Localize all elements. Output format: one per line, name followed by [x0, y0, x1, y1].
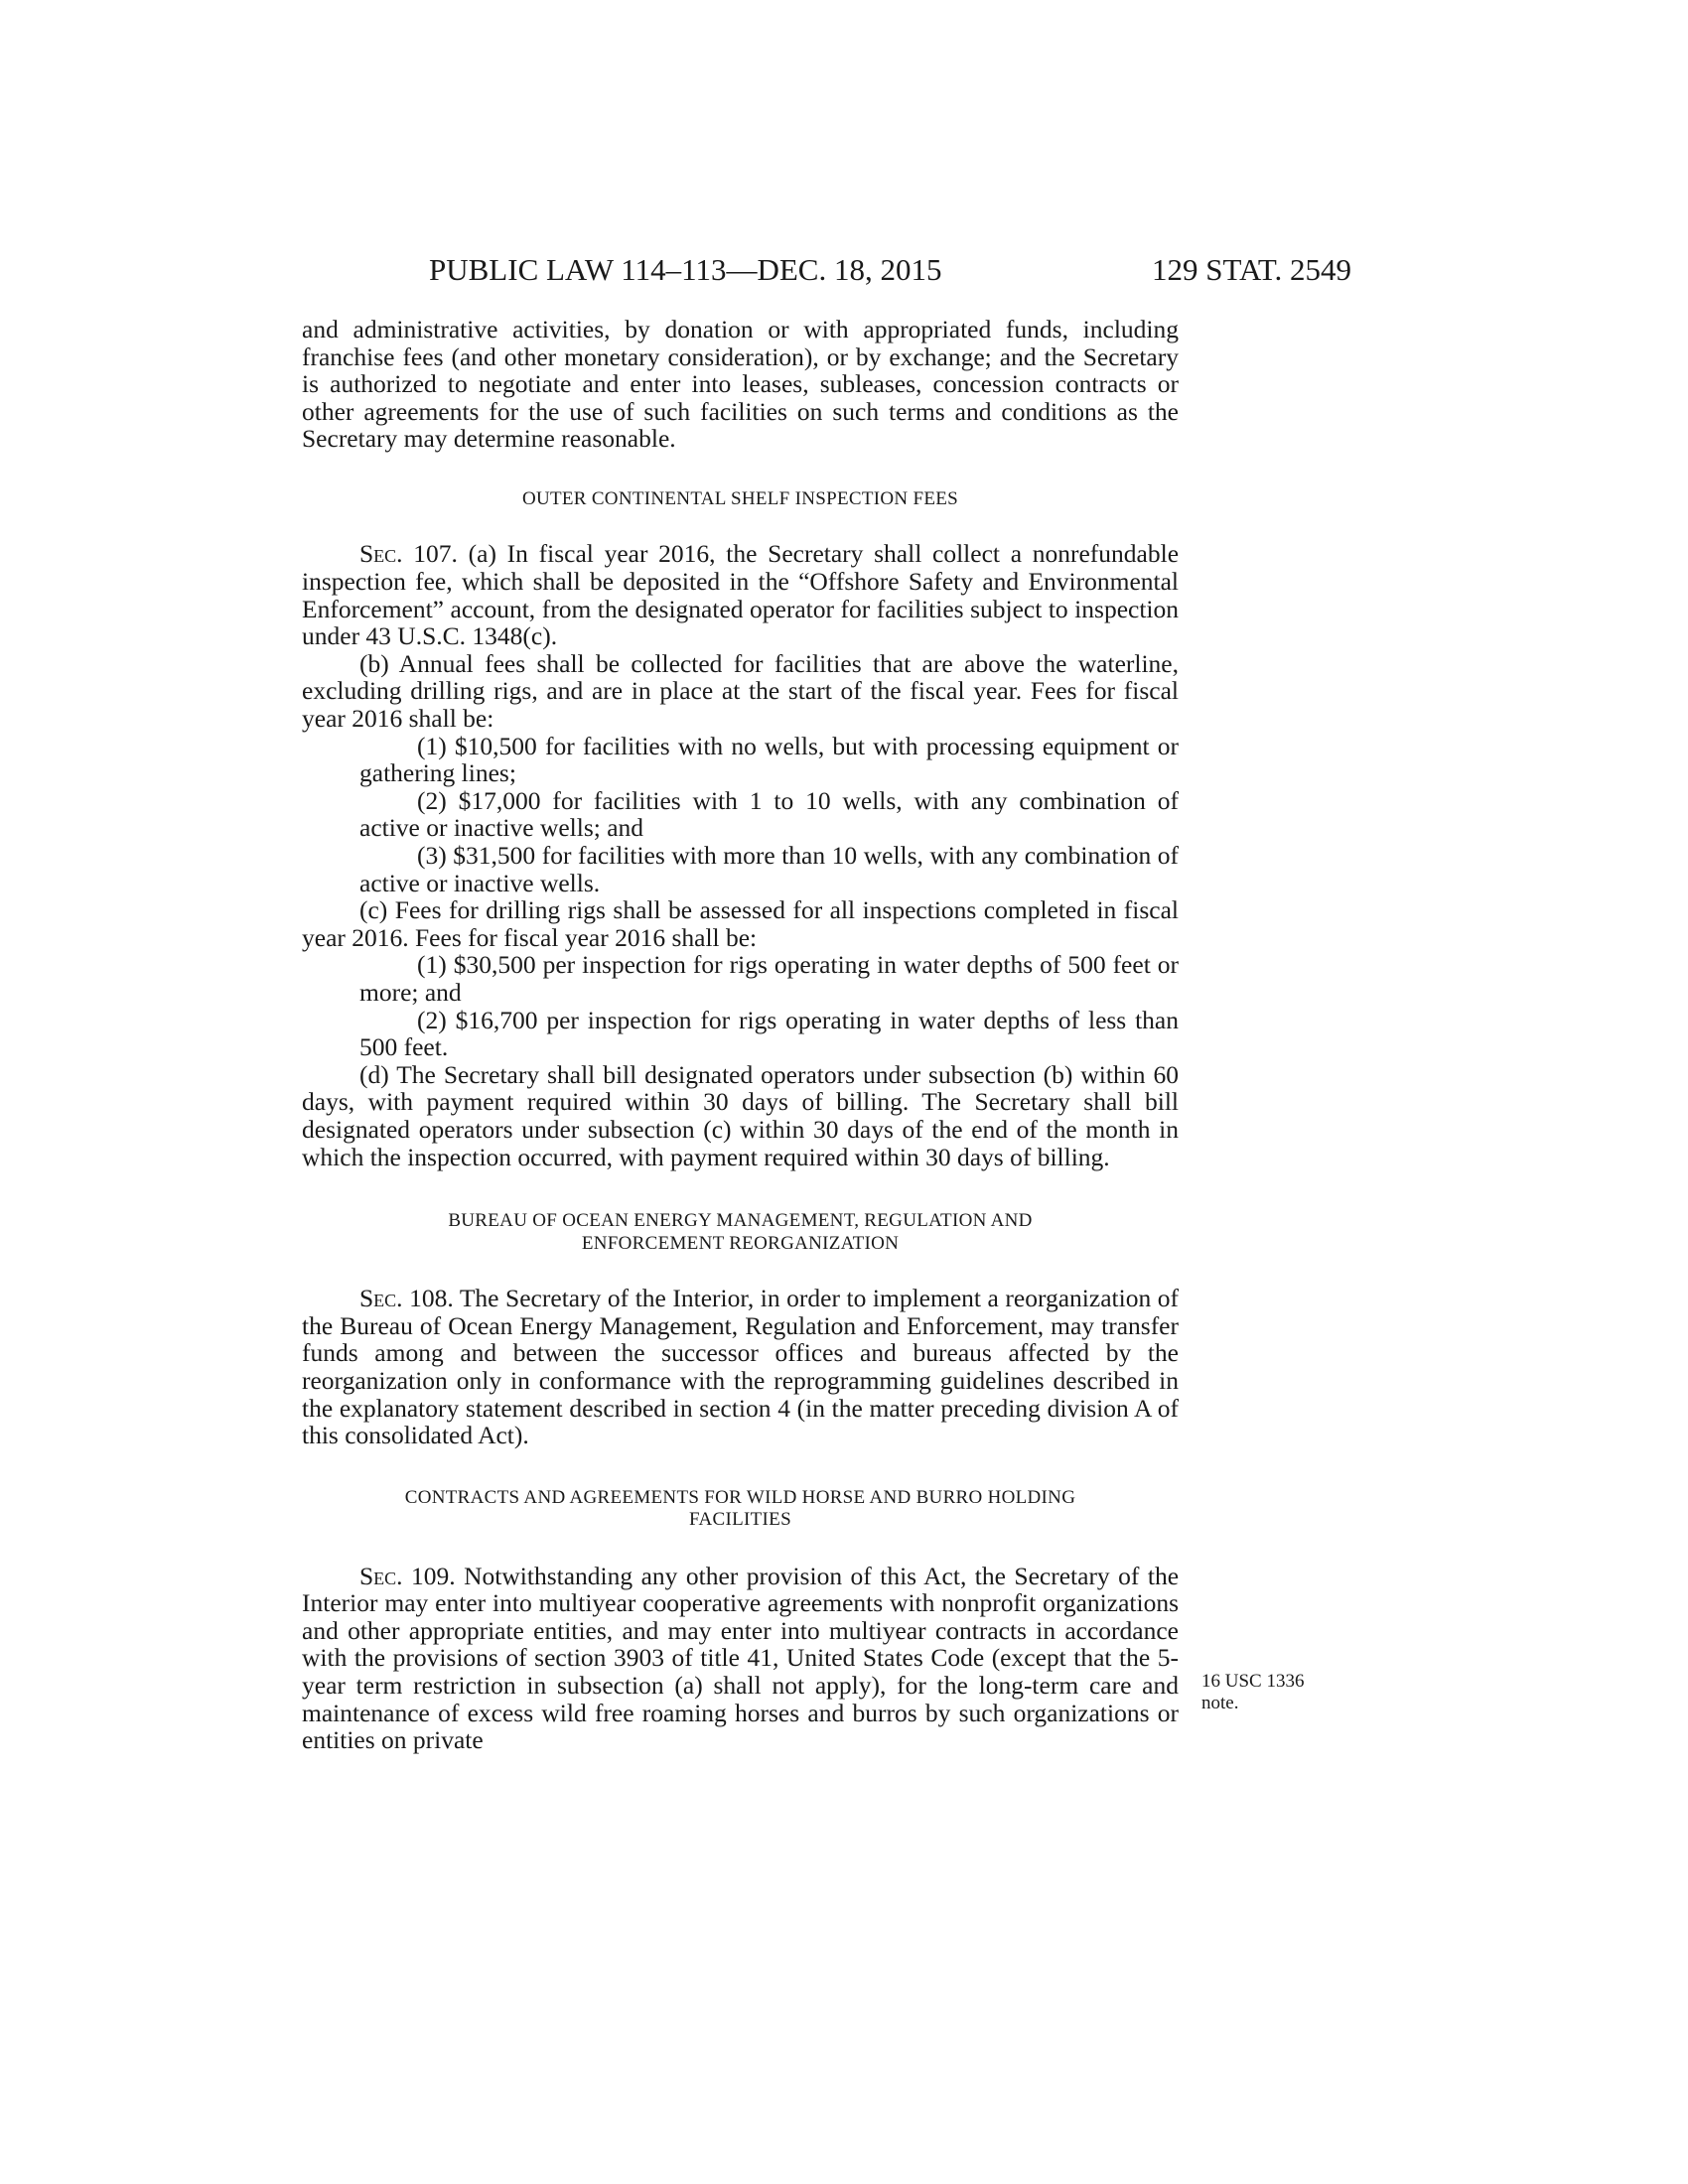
section-109-heading: [302, 1487, 1179, 1532]
section-108-heading: [302, 1210, 1179, 1255]
section-109-text: Notwithstanding any other provision of this Act, the Secretary of the Interior may enter into multiyear cooperative agreements with nonprofit organizations and other appropriate entities, and may enter into multiyear contracts in accordance with the provisions of section 3903 of title 41, United States Code (except that the 5-year term restriction in subsection (a) shall not apply), for the long-term care and maintenance of excess wild free roaming horses and burros by such organizations or entities on private: [302, 1561, 1180, 1755]
document-body: [302, 316, 1179, 1754]
section-107-a-text: (a) In fiscal year 2016, the Secretary shall collect a nonrefundable inspection fee, which shall be deposited in the “Offshore Safety and Environmental Enforcement” account, from the designated operator for facilities subject to inspection under 43 U.S.C. 1348(c).: [302, 539, 1180, 651]
section-108-label: Sec. 108.: [359, 1284, 454, 1313]
section-107-d: (d) The Secretary shall bill designated operators under subsection (b) within 60 days, with payment required within 30 days of billing. The Secretary shall bill designated operators under subsection (c) within 30 days of the end of the month in which the inspection occurred, with payment required within 30 days of billing.: [302, 1059, 1179, 1171]
section-109-label: Sec. 109.: [359, 1561, 456, 1590]
section-108-text: The Secretary of the Interior, in order to implement a reorganization of the Bureau of Ocean Energy Management, Regulation and Enforcement, may transfer funds among and between the successor offices and bureaus affected by the reorganization only in conformance with the reprogramming guidelines described in the explanatory statement described in section 4 (in the matter preceding division A of this consolidated Act).: [302, 1284, 1179, 1450]
section-107-c-2: (2) $16,700 per inspection for rigs operating in water depths of less than 500 feet.: [359, 1005, 1179, 1062]
statute-page-number: 129 STAT. 2549: [1152, 252, 1352, 287]
public-law-title: PUBLIC LAW 114–113—DEC. 18, 2015: [429, 252, 942, 287]
section-107-c: (c) Fees for drilling rigs shall be assessed for all inspections completed in fiscal year 2016. Fees for fiscal year 2016 shall be:: [302, 895, 1179, 952]
section-107-b-2: (2) $17,000 for facilities with 1 to 10 wells, with any combination of active or inactive wells; and: [359, 785, 1179, 843]
section-107-c-1: (1) $30,500 per inspection for rigs operating in water depths of 500 feet or more; and: [359, 950, 1179, 1007]
section-109-heading-line-2: FACILITIES: [689, 1509, 791, 1531]
section-107-b-1: (1) $10,500 for facilities with no wells, but with processing equipment or gathering lines;: [359, 731, 1179, 788]
intro-paragraph: and administrative activities, by donation or with appropriated funds, including franchise fees (and other monetary consideration), or by exchange; and the Secretary is authorized to negotiate and enter into leases, subleases, concession contracts or other agreements for the use of such facilities on such terms and conditions as the Secretary may determine reasonable.: [302, 315, 1179, 454]
section-108-heading-line-2: ENFORCEMENT REORGANIZATION: [581, 1232, 900, 1254]
usc-margin-note: [1201, 1671, 1350, 1714]
running-head: [0, 250, 1688, 290]
usc-margin-note-line-2: note.: [1201, 1693, 1239, 1713]
section-108-heading-line-1: BUREAU OF OCEAN ENERGY MANAGEMENT, REGULATION AND: [448, 1210, 1033, 1232]
section-107-label: Sec. 107.: [359, 539, 458, 569]
section-108-paragraph: [302, 1285, 1179, 1449]
section-107-b-3: (3) $31,500 for facilities with more than 10 wells, with any combination of active or inactive wells.: [359, 841, 1179, 897]
section-107-b: (b) Annual fees shall be collected for facilities that are above the waterline, excluding drilling rigs, and are in place at the start of the fiscal year. Fees for fiscal year 2016 shall be:: [302, 648, 1179, 734]
section-107-heading: OUTER CONTINENTAL SHELF INSPECTION FEES: [521, 487, 959, 509]
section-109-heading-line-1: CONTRACTS AND AGREEMENTS FOR WILD HORSE AND BURRO HOLDING: [404, 1486, 1076, 1508]
section-107-a: [302, 540, 1179, 649]
usc-margin-note-line-1: 16 USC 1336: [1201, 1671, 1305, 1692]
section-109-paragraph: [302, 1563, 1179, 1754]
